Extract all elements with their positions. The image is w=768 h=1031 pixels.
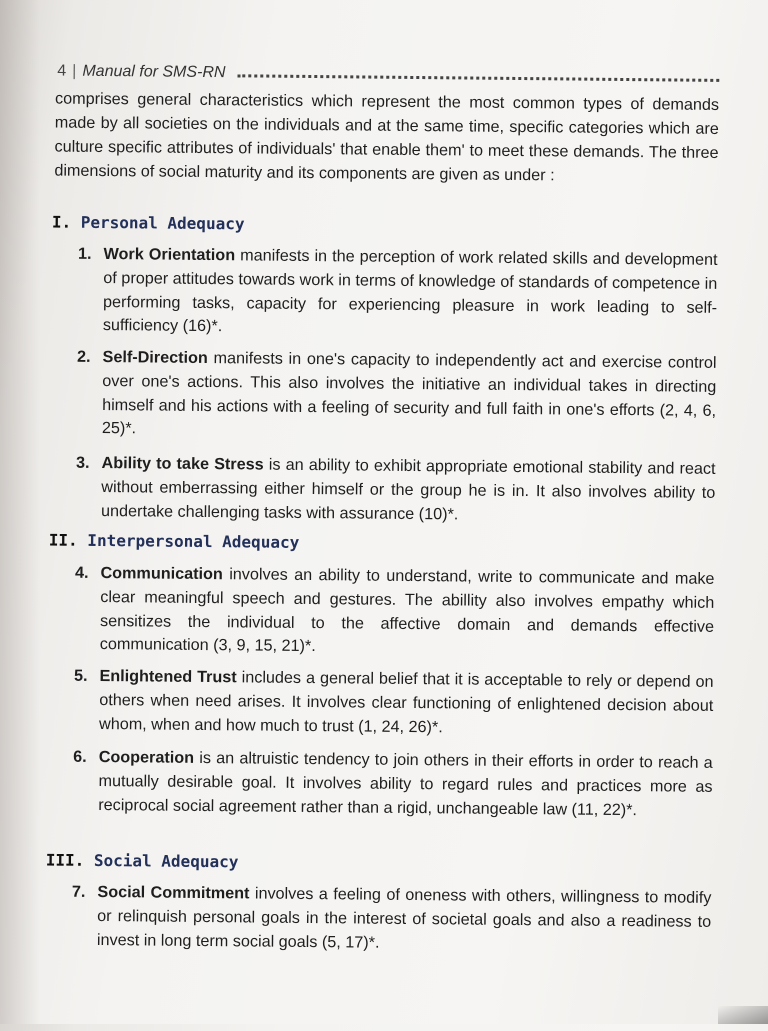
item-text: is an altruistic tendency to join others in their efforts in order to reach a mutually desirable goal. It involves ability to regard rules and practices more as reciprocal social agreement rather than a rigid, unchangeable law (11, 22)*. <box>98 748 713 819</box>
list-item-enlightened-trust <box>57 665 714 743</box>
item-number: 6. <box>73 747 87 766</box>
item-term: Social Commitment <box>97 882 250 903</box>
section-title: Interpersonal Adequacy <box>87 530 300 552</box>
item-term: Communication <box>100 563 223 584</box>
running-header <box>57 63 719 87</box>
section-heading-personal <box>52 213 245 234</box>
list-item-self-direction <box>60 346 717 447</box>
item-number: 7. <box>71 882 86 901</box>
list-item-ability-stress <box>59 452 716 530</box>
list-item-social-commitment <box>55 881 712 959</box>
item-text: includes a general belief that it is acceptable to rely or depend on others when need arises. It involves clear functioning of enlightened decision about whom, when and how much to trust (1, 24, 26)*. <box>98 668 714 736</box>
list-item-communication <box>58 562 715 663</box>
item-term: Work Orientation <box>103 245 236 265</box>
item-text: is an ability to exhibit appropriate emotional stability and react without emberrassing either himself or the group he is in. It also involves ability to undertake challenging tasks with assurance (10)*. <box>101 455 716 524</box>
header-separator: | <box>72 62 77 80</box>
item-number: 3. <box>75 453 90 472</box>
item-term: Ability to take Stress <box>101 453 264 474</box>
item-number: 2. <box>76 347 91 366</box>
item-number: 5. <box>73 666 88 685</box>
section-numeral: I. <box>51 212 72 232</box>
section-title: Social Adequacy <box>93 850 239 872</box>
item-number: 4. <box>74 563 89 582</box>
section-heading-social <box>46 850 239 871</box>
page-number: 4 <box>57 62 67 80</box>
list-item-cooperation <box>56 746 713 824</box>
item-text: involves a feeling of oneness with others, willingness to modify or relinquish personal goals in the interest of societal goals and also a readiness to invest in long term social goals (5, 17)*. <box>96 884 712 952</box>
item-text: manifests in the perception of work related skills and development of proper attitudes towards work in terms of knowledge of standards of competence in performing tasks, capacity for experiencing pleasure in work leading to self-sufficiency (16)*. <box>102 246 718 336</box>
list-item-work-orientation <box>61 243 718 344</box>
page-corner-shadow <box>718 1006 768 1024</box>
header-dotted-rule <box>237 70 719 82</box>
section-numeral: III. <box>45 850 85 870</box>
item-text: involves an ability to understand, write to communicate and make clear meaningful speech and gestures. The abillity also involves empathy which sensitizes the individual to the affective domain and demands effective communication (3, 9, 15, 21)*. <box>99 565 715 656</box>
item-term: Cooperation <box>98 747 195 767</box>
item-text: manifests in one's capacity to independently act and exercise control over one's actions. This also involves the initiative an individual takes in directing himself and his actions with a feeling of security and full faith in one's efforts (2, 4, 6, 25)*. <box>101 349 717 438</box>
item-term: Enlightened Trust <box>99 666 237 687</box>
intro-paragraph: comprises general characteristics which represent the most common types of demands made by all societies on the individuals and at the same time, specific categories which are culture specific attributes of individuals' that enable them' to meet these demands. The three dimensions of social maturity and its components are given as under : <box>54 89 720 185</box>
section-numeral: II. <box>48 530 78 550</box>
item-number: 1. <box>77 244 92 263</box>
section-heading-interpersonal <box>49 530 300 551</box>
item-term: Self-Direction <box>102 348 208 368</box>
section-title: Personal Adequacy <box>80 212 245 234</box>
header-title: Manual for SMS-RN <box>82 62 226 82</box>
